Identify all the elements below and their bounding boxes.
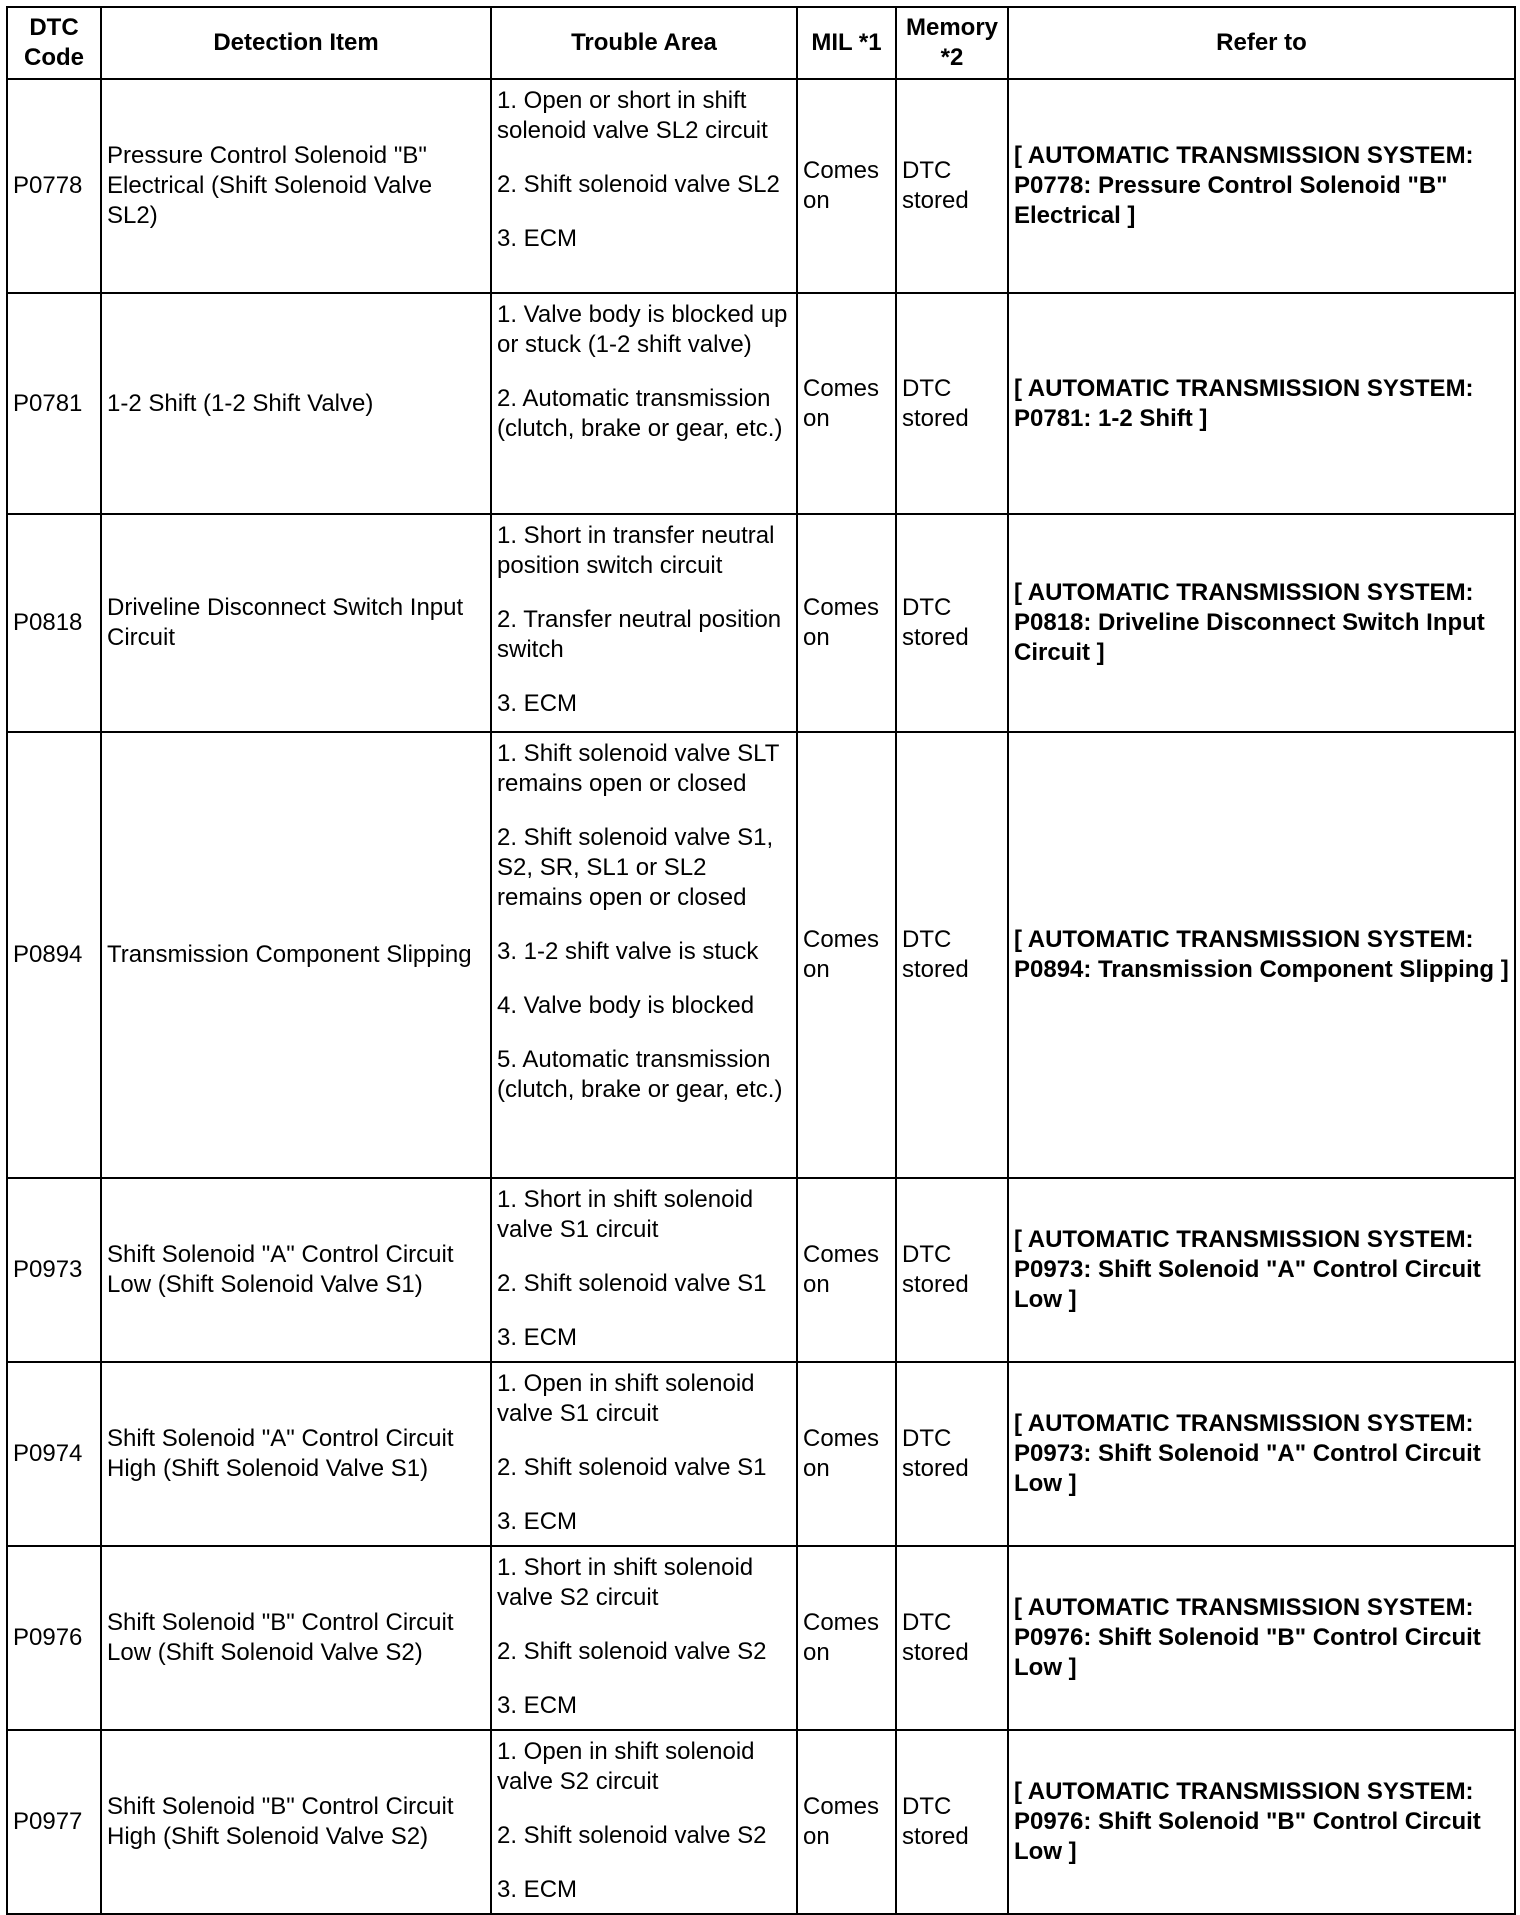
dtc-code-cell: P0977 [7, 1730, 101, 1914]
memory-cell: DTC stored [896, 1546, 1008, 1730]
header-dtc-code: DTC Code [7, 7, 101, 79]
detection-item-cell: Shift Solenoid "A" Control Circuit High (Shift Solenoid Valve S1) [101, 1362, 491, 1546]
mil-cell: Comes on [797, 293, 896, 514]
memory-cell: DTC stored [896, 1178, 1008, 1362]
trouble-area-cell [491, 1362, 797, 1546]
detection-item-cell: Pressure Control Solenoid "B" Electrical (Shift Solenoid Valve SL2) [101, 79, 491, 293]
memory-cell: DTC stored [896, 732, 1008, 1178]
memory-cell: DTC stored [896, 514, 1008, 732]
trouble-area-line: 3. ECM [497, 1876, 578, 1903]
trouble-area-cell [491, 514, 797, 732]
dtc-code-cell: P0818 [7, 514, 101, 732]
mil-cell: Comes on [797, 1362, 896, 1546]
trouble-area-line: 2. Automatic transmission (clutch, brake or gear, etc.) [497, 385, 783, 442]
trouble-area-line: 1. Short in transfer neutral position switch circuit [497, 522, 775, 579]
trouble-area-line: 2. Shift solenoid valve S1, S2, SR, SL1 or SL2 remains open or closed [497, 824, 774, 911]
mil-cell: Comes on [797, 732, 896, 1178]
detection-item-cell: 1-2 Shift (1-2 Shift Valve) [101, 293, 491, 514]
detection-item-cell: Transmission Component Slipping [101, 732, 491, 1178]
trouble-area-cell [491, 293, 797, 514]
mil-cell: Comes on [797, 1178, 896, 1362]
mil-cell: Comes on [797, 1730, 896, 1914]
header-row [7, 7, 1515, 79]
trouble-area-line: 5. Automatic transmission (clutch, brake or gear, etc.) [497, 1046, 783, 1103]
trouble-area-line: 4. Valve body is blocked [497, 992, 755, 1019]
table-row [7, 293, 1515, 514]
refer-to-link[interactable]: [ AUTOMATIC TRANSMISSION SYSTEM: P0781: 1-2 Shift ] [1008, 293, 1515, 514]
table-row [7, 514, 1515, 732]
trouble-area-cell [491, 79, 797, 293]
dtc-code-cell: P0894 [7, 732, 101, 1178]
header-memory: Memory *2 [896, 7, 1008, 79]
trouble-area-line: 3. ECM [497, 1692, 578, 1719]
trouble-area-line: 3. ECM [497, 1324, 578, 1351]
table-row [7, 1178, 1515, 1362]
trouble-area-line: 2. Shift solenoid valve S1 [497, 1270, 767, 1297]
detection-item-cell: Driveline Disconnect Switch Input Circuit [101, 514, 491, 732]
dtc-code-cell: P0781 [7, 293, 101, 514]
refer-to-link[interactable]: [ AUTOMATIC TRANSMISSION SYSTEM: P0976: Shift Solenoid "B" Control Circuit Low ] [1008, 1730, 1515, 1914]
memory-cell: DTC stored [896, 79, 1008, 293]
header-detection-item: Detection Item [101, 7, 491, 79]
refer-to-link[interactable]: [ AUTOMATIC TRANSMISSION SYSTEM: P0973: Shift Solenoid "A" Control Circuit Low ] [1008, 1178, 1515, 1362]
trouble-area-line: 3. 1-2 shift valve is stuck [497, 938, 759, 965]
table-row [7, 1730, 1515, 1914]
table-row [7, 732, 1515, 1178]
header-refer-to: Refer to [1008, 7, 1515, 79]
refer-to-link[interactable]: [ AUTOMATIC TRANSMISSION SYSTEM: P0778: Pressure Control Solenoid "B" Electrical ] [1008, 79, 1515, 293]
trouble-area-line: 2. Shift solenoid valve S2 [497, 1822, 767, 1849]
trouble-area-line: 3. ECM [497, 1508, 578, 1535]
trouble-area-line: 2. Shift solenoid valve S1 [497, 1454, 767, 1481]
dtc-code-cell: P0973 [7, 1178, 101, 1362]
header-trouble-area: Trouble Area [491, 7, 797, 79]
trouble-area-line: 3. ECM [497, 690, 578, 717]
refer-to-link[interactable]: [ AUTOMATIC TRANSMISSION SYSTEM: P0818: Driveline Disconnect Switch Input Circuit ] [1008, 514, 1515, 732]
mil-cell: Comes on [797, 79, 896, 293]
trouble-area-line: 2. Shift solenoid valve S2 [497, 1638, 767, 1665]
refer-to-link[interactable]: [ AUTOMATIC TRANSMISSION SYSTEM: P0976: Shift Solenoid "B" Control Circuit Low ] [1008, 1546, 1515, 1730]
trouble-area-line: 2. Shift solenoid valve SL2 [497, 171, 780, 198]
refer-to-link[interactable]: [ AUTOMATIC TRANSMISSION SYSTEM: P0973: Shift Solenoid "A" Control Circuit Low ] [1008, 1362, 1515, 1546]
trouble-area-line: 1. Open in shift solenoid valve S1 circuit [497, 1370, 755, 1427]
detection-item-cell: Shift Solenoid "B" Control Circuit High (Shift Solenoid Valve S2) [101, 1730, 491, 1914]
table-row [7, 79, 1515, 293]
trouble-area-line: 1. Valve body is blocked up or stuck (1-2 shift valve) [497, 301, 788, 358]
dtc-code-cell: P0976 [7, 1546, 101, 1730]
trouble-area-cell [491, 732, 797, 1178]
trouble-area-line: 3. ECM [497, 225, 578, 252]
trouble-area-cell [491, 1730, 797, 1914]
trouble-area-line: 1. Open in shift solenoid valve S2 circuit [497, 1738, 755, 1795]
trouble-area-line: 1. Short in shift solenoid valve S1 circuit [497, 1186, 754, 1243]
trouble-area-line: 1. Short in shift solenoid valve S2 circuit [497, 1554, 754, 1611]
table-row [7, 1546, 1515, 1730]
dtc-table [6, 6, 1516, 1915]
dtc-code-cell: P0974 [7, 1362, 101, 1546]
detection-item-cell: Shift Solenoid "A" Control Circuit Low (Shift Solenoid Valve S1) [101, 1178, 491, 1362]
header-mil: MIL *1 [797, 7, 896, 79]
trouble-area-line: 1. Open or short in shift solenoid valve SL2 circuit [497, 87, 768, 144]
refer-to-link[interactable]: [ AUTOMATIC TRANSMISSION SYSTEM: P0894: Transmission Component Slipping ] [1008, 732, 1515, 1178]
detection-item-cell: Shift Solenoid "B" Control Circuit Low (Shift Solenoid Valve S2) [101, 1546, 491, 1730]
trouble-area-cell [491, 1178, 797, 1362]
mil-cell: Comes on [797, 1546, 896, 1730]
trouble-area-line: 2. Transfer neutral position switch [497, 606, 782, 663]
memory-cell: DTC stored [896, 1730, 1008, 1914]
trouble-area-cell [491, 1546, 797, 1730]
memory-cell: DTC stored [896, 1362, 1008, 1546]
memory-cell: DTC stored [896, 293, 1008, 514]
dtc-code-cell: P0778 [7, 79, 101, 293]
mil-cell: Comes on [797, 514, 896, 732]
table-row [7, 1362, 1515, 1546]
trouble-area-line: 1. Shift solenoid valve SLT remains open or closed [497, 740, 779, 797]
